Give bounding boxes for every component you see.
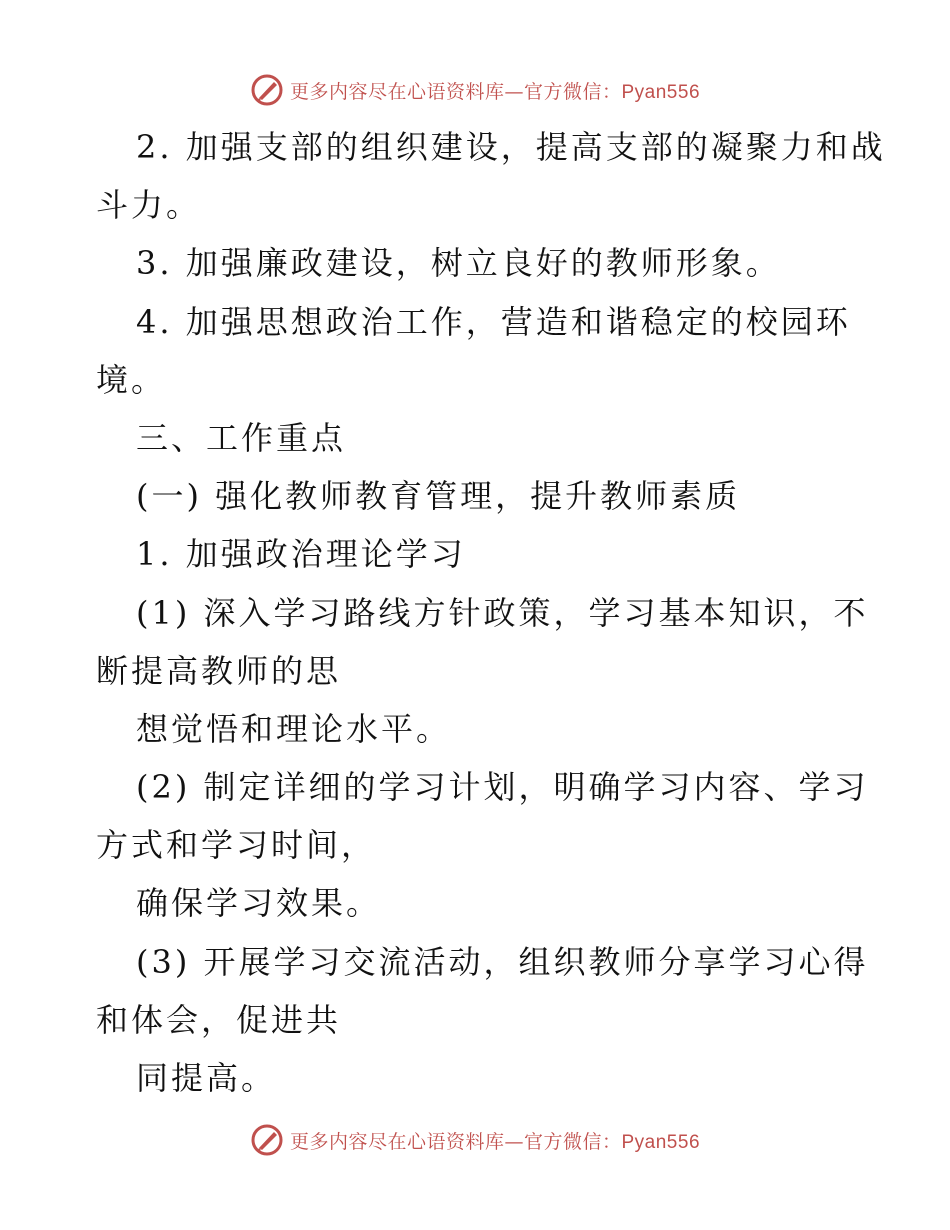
document-body	[96, 118, 886, 1107]
text-line: 和体会，促进共	[96, 1000, 342, 1039]
text-line: 方式和学习时间，	[96, 826, 377, 865]
text-line: 同提高。	[136, 1059, 277, 1097]
pen-logo-icon	[250, 1123, 284, 1157]
text-line: 三、工作重点	[136, 418, 347, 457]
watermark-footer	[0, 1120, 950, 1160]
watermark-text: 更多内容尽在心语资料库—官方微信：Pyan556	[289, 80, 701, 103]
text-line: (一) 强化教师教育管理，提升教师素质	[136, 477, 741, 516]
text-line: 境。	[96, 360, 167, 399]
watermark-header	[0, 70, 950, 110]
text-line: 断提高教师的思	[96, 651, 342, 690]
text-line: (2) 制定详细的学习计划，明确学习内容、学习	[136, 768, 869, 807]
text-line: 斗力。	[96, 186, 202, 225]
text-line: 4. 加强思想政治工作，营造和谐稳定的校园环	[136, 302, 851, 341]
text-line: 2. 加强支部的组织建设，提高支部的凝聚力和战	[136, 128, 886, 166]
text-line: (1) 深入学习路线方针政策，学习基本知识，不	[136, 593, 869, 632]
text-line: 确保学习效果。	[136, 884, 382, 923]
text-line: 想觉悟和理论水平。	[136, 709, 452, 748]
watermark-text: 更多内容尽在心语资料库—官方微信：Pyan556	[289, 1130, 701, 1153]
text-line: 3. 加强廉政建设，树立良好的教师形象。	[136, 244, 781, 283]
text-line: 1. 加强政治理论学习	[136, 535, 466, 574]
pen-logo-icon	[250, 73, 284, 107]
text-line: (3) 开展学习交流活动，组织教师分享学习心得	[136, 942, 869, 981]
